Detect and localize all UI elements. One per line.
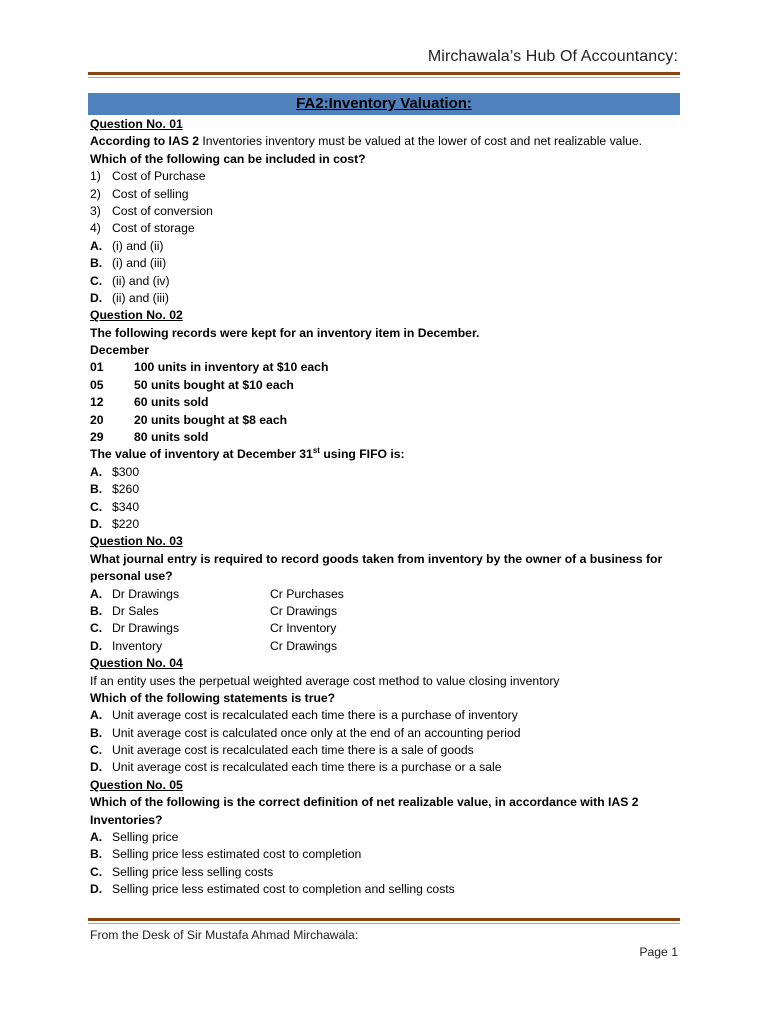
q3-option-credit: Cr Purchases [270,586,344,601]
q3-option-label: D. [90,638,103,653]
banner-title: FA2:Inventory Valuation: [296,95,472,112]
q5-option-text: Selling price less estimated cost to completion [112,847,362,862]
q3-heading: Question No. 03 [90,534,183,549]
q2-question-sup: st [312,446,320,456]
q3-option [90,603,680,620]
q1-stem2: Which of the following can be included in cost? [90,151,366,166]
question-list [90,116,680,899]
q5-option-label: A. [90,830,103,845]
q5-heading: Question No. 05 [90,777,183,792]
q4-stem: If an entity uses the perpetual weighted average cost method to value closing inventory [90,673,560,688]
q1-item [90,203,680,220]
q5-option [90,846,680,863]
q5-option [90,881,680,898]
q2-question-post: using FIFO is: [319,447,405,462]
q3-option-credit: Cr Inventory [270,621,337,636]
q4-option-label: C. [90,743,103,758]
q1-item [90,220,680,237]
q1-item [90,168,680,185]
q5-option-label: C. [90,864,103,879]
q2-record [90,377,680,394]
q3-option-debit: Inventory [112,638,163,653]
q1-option-label: D. [90,290,103,305]
q2-option-text: $340 [112,499,140,514]
q5-option-text: Selling price [112,830,179,845]
q2-option-label: C. [90,499,103,514]
q2-record-text: 50 units bought at $10 each [134,377,294,392]
q1-stem-pre: According to [90,134,169,149]
q1-option [90,273,680,290]
q1-item-text: Cost of Purchase [112,169,206,184]
q1-item-text: Cost of selling [112,186,189,201]
q4-option [90,725,680,742]
q3-option-debit: Dr Drawings [112,586,180,601]
q1-item [90,186,680,203]
q2-option-text: $260 [112,482,140,497]
q1-option-label: A. [90,238,103,253]
q4-option-label: D. [90,760,103,775]
header-rule-thick [88,72,680,75]
q1-option-text: (i) and (iii) [112,256,167,271]
q1-option [90,255,680,272]
q1-item-num: 4) [90,221,101,236]
footer-author: From the Desk of Sir Mustafa Ahmad Mirchawala: [90,928,359,942]
q2-option-label: B. [90,482,103,497]
q2-record-day: 01 [90,360,104,375]
q2-heading: Question No. 02 [90,308,183,323]
footer-rule-thin [88,923,680,924]
header-title: Mirchawala’s Hub Of Accountancy: [427,48,678,65]
q4-option-label: B. [90,725,103,740]
q3-option-debit: Dr Sales [112,603,159,618]
q2-record [90,394,680,411]
q2-record-text: 100 units in inventory at $10 each [134,360,329,375]
q1-item-num: 1) [90,169,101,184]
q4-option [90,759,680,776]
q3-option-debit: Dr Drawings [112,621,180,636]
q2-month: December [90,343,149,358]
q4-stem2: Which of the following statements is true? [90,690,336,705]
footer-rule-thick [88,918,680,921]
q2-record-day: 29 [90,430,104,445]
q5-option [90,829,680,846]
q4-option-text: Unit average cost is calculated once only at the end of an accounting period [112,725,521,740]
q4-option [90,742,680,759]
q1-option-text: (ii) and (iv) [112,273,170,288]
q4-option-label: A. [90,708,103,723]
q4-option-text: Unit average cost is recalculated each time there is a sale of goods [112,743,474,758]
q2-option-label: D. [90,516,103,531]
q2-record [90,412,680,429]
q1-option-text: (ii) and (iii) [112,290,169,305]
q1-item-num: 3) [90,203,101,218]
q1-stem-mid: Inventories inventory must be valued at the lower of cost and net realizable value. [199,134,643,149]
q2-option-text: $300 [112,464,140,479]
q4-option-text: Unit average cost is recalculated each time there is a purchase or a sale [112,760,502,775]
q2-option [90,516,680,533]
q3-option [90,638,680,655]
q2-record-day: 12 [90,395,104,410]
q3-option-label: C. [90,621,103,636]
q2-option [90,499,680,516]
q1-option [90,290,680,307]
q2-option-text: $220 [112,516,140,531]
q4-option [90,707,680,724]
q5-option-text: Selling price less selling costs [112,864,274,879]
q1-item-text: Cost of conversion [112,203,213,218]
q5-option [90,864,680,881]
q5-option-label: B. [90,847,103,862]
q3-stem: What journal entry is required to record goods taken from inventory by the owner of a business for personal use? [90,551,663,584]
q3-option-credit: Cr Drawings [270,603,338,618]
q2-question [90,446,680,463]
q2-record-day: 20 [90,412,104,427]
q1-item-text: Cost of storage [112,221,195,236]
q3-option-label: A. [90,586,103,601]
q2-stem: The following records were kept for an inventory item in December. [90,325,480,340]
q1-option-label: B. [90,256,103,271]
q3-option-credit: Cr Drawings [270,638,338,653]
q5-option-label: D. [90,882,103,897]
page-number: Page 1 [639,945,678,959]
q1-option-text: (i) and (ii) [112,238,164,253]
q1-item-num: 2) [90,186,101,201]
q2-record [90,359,680,376]
q3-option-label: B. [90,603,103,618]
q5-option-text: Selling price less estimated cost to completion and selling costs [112,882,455,897]
q2-option [90,481,680,498]
section-banner [88,93,680,115]
q1-option-label: C. [90,273,103,288]
q4-heading: Question No. 04 [90,656,183,671]
q1-option [90,238,680,255]
q3-option [90,620,680,637]
q4-option-text: Unit average cost is recalculated each time there is a purchase of inventory [112,708,518,723]
q2-record-day: 05 [90,377,104,392]
q2-record [90,429,680,446]
q2-record-text: 20 units bought at $8 each [134,412,288,427]
q2-question-pre: The value of inventory at December 31 [90,447,313,462]
header-rule-thin [88,77,680,78]
q1-stem-ias: IAS 2 [168,134,200,149]
q2-option-label: A. [90,464,103,479]
q1-stem [90,133,680,150]
q5-stem: Which of the following is the correct definition of net realizable value, in accordance with IAS 2 Inventories? [90,795,639,827]
q2-option [90,464,680,481]
q2-record-text: 60 units sold [134,395,209,410]
q2-record-text: 80 units sold [134,430,209,445]
q1-heading: Question No. 01 [90,117,183,131]
q3-option [90,586,680,603]
